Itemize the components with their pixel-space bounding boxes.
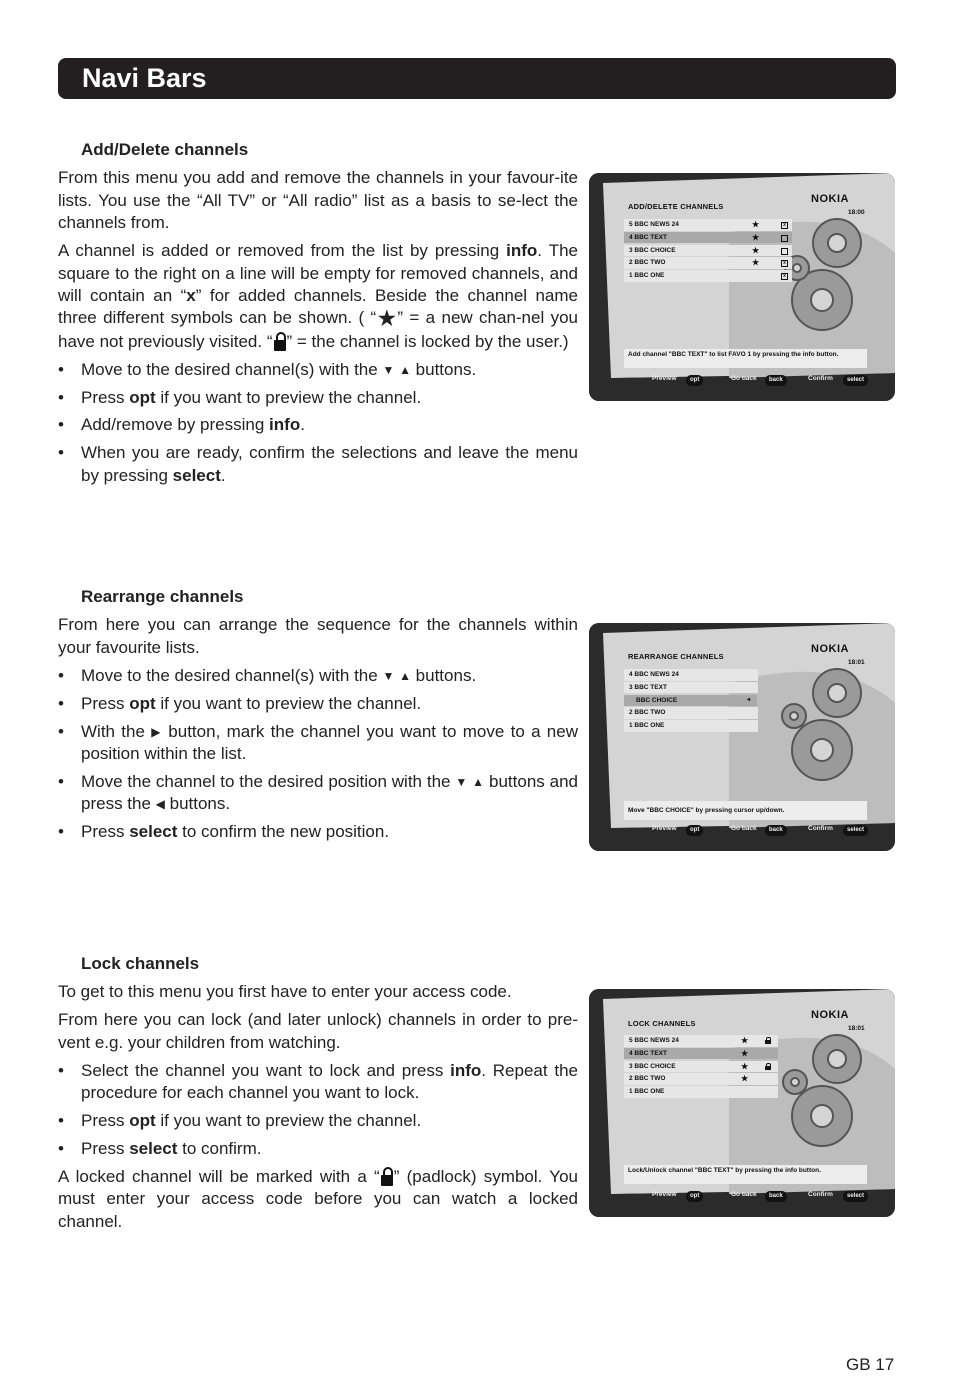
star-icon: ★: [752, 220, 760, 229]
star-icon: ★: [752, 258, 760, 268]
star-icon: ★: [376, 308, 398, 331]
checkbox-icon: x: [781, 222, 788, 229]
paragraph: From this menu you add and remove the channels in your favour-ite lists. You use the “All TV” or “All radio” list as a basis to se-lect the channels from.: [58, 168, 578, 233]
list-item: • Press opt if you want to preview the channel.: [58, 387, 578, 409]
up-arrow-icon: ▲: [399, 362, 411, 377]
channel-row[interactable]: 2 BBC TWO ★: [624, 1073, 778, 1085]
star-icon: ★: [741, 1036, 749, 1045]
list-item: • When you are ready, confirm the selections and leave the menu by pressing select.: [58, 442, 578, 487]
channel-row[interactable]: 3 BBC CHOICE ★: [624, 1061, 778, 1073]
list-item: • Select the channel you want to lock and press info. Repeat the procedure for each channel you want to lock.: [58, 1060, 578, 1105]
confirm-label: Confirm: [808, 375, 833, 382]
section-add-delete: [58, 139, 578, 493]
heading-rearrange: Rearrange channels: [81, 587, 244, 606]
instruction-list: [58, 1060, 578, 1161]
back-button[interactable]: back: [765, 1191, 787, 1202]
help-message: Lock/Unlock channel "BBC TEXT" by pressing the info button.: [624, 1165, 867, 1184]
list-item: • Move to the desired channel(s) with the ▼ ▲ buttons.: [58, 665, 578, 687]
channel-row[interactable]: 1 BBC ONE: [624, 1086, 778, 1098]
heading-lock: Lock channels: [81, 954, 200, 973]
select-button[interactable]: select: [843, 375, 868, 386]
checkbox-icon: x: [781, 260, 788, 267]
brand-logo: NOKIA: [811, 643, 849, 655]
channel-row[interactable]: 3 BBC TEXT: [624, 682, 758, 694]
channel-row[interactable]: 5 BBC NEWS 24 ★: [624, 1035, 778, 1047]
down-arrow-icon: ▼: [382, 362, 395, 377]
help-message: Add channel "BBC TEXT" to list FAVO 1 by pressing the info button.: [624, 349, 867, 368]
select-button[interactable]: select: [843, 825, 868, 836]
paragraph: A locked channel will be marked with a “ ” (padlock) symbol. You must enter your access code before you can watch a locked channel.: [58, 1166, 578, 1231]
channel-row[interactable]: BBC CHOICE ◂: [624, 695, 757, 707]
screen-title: ADD/DELETE CHANNELS: [628, 202, 724, 211]
screenshot-lock: [589, 989, 895, 1217]
go-back-label: Go back: [731, 375, 757, 382]
checkbox-icon: [781, 235, 788, 242]
checkbox-icon: x: [781, 273, 788, 280]
up-arrow-icon: ▲: [399, 668, 411, 683]
channel-row[interactable]: 5 BBC NEWS 24 ★ x: [624, 219, 792, 231]
list-item: • Add/remove by pressing info.: [58, 414, 578, 436]
star-icon: ★: [741, 1074, 749, 1084]
channel-row[interactable]: 1 BBC ONE: [624, 720, 758, 732]
list-item: • Press select to confirm.: [58, 1138, 578, 1160]
checkbox-icon: [781, 248, 788, 255]
preview-label: Preview: [652, 375, 677, 382]
screenshot-rearrange: [589, 623, 895, 851]
instruction-list: [58, 665, 578, 844]
channel-row[interactable]: 4 BBC TEXT ★: [624, 1048, 778, 1060]
confirm-label: Confirm: [808, 1191, 833, 1198]
back-button[interactable]: back: [765, 825, 787, 836]
page-title: Navi Bars: [82, 63, 207, 93]
page-number: GB 17: [846, 1355, 895, 1374]
instruction-list: [58, 359, 578, 488]
paragraph: From here you can arrange the sequence for the channels within your favourite lists.: [58, 615, 578, 657]
preview-label: Preview: [652, 825, 677, 832]
section-rearrange: [58, 586, 578, 849]
left-arrow-icon: ◂: [747, 696, 751, 703]
list-item: • With the ▶ button, mark the channel you want to move to a new position within the list.: [58, 721, 578, 766]
heading-add-delete: Add/Delete channels: [81, 140, 249, 159]
down-arrow-icon: ▼: [382, 668, 395, 683]
right-arrow-icon: ▶: [151, 724, 163, 739]
channel-row[interactable]: 3 BBC CHOICE ★: [624, 245, 792, 257]
preview-label: Preview: [652, 1191, 677, 1198]
paragraph: From here you can lock (and later unlock) channels in order to pre-vent e.g. your children from watching.: [58, 1010, 578, 1052]
section-lock: [58, 953, 578, 1238]
help-message: Move "BBC CHOICE" by pressing cursor up/down.: [624, 801, 867, 820]
channel-row[interactable]: 1 BBC ONE x: [624, 270, 792, 282]
left-arrow-icon: ◀: [155, 797, 165, 812]
paragraph: To get to this menu you first have to enter your access code.: [58, 982, 512, 1002]
go-back-label: Go back: [731, 1191, 757, 1198]
section-header: [58, 58, 896, 99]
padlock-icon: [274, 332, 286, 351]
paragraph: A channel is added or removed from the list by pressing info. The square to the right on a line will be empty for removed channels, and will contain an “x” for added channels. Beside the channel name three different symbols can be shown. ( “★” = a new chan-nel you have not previously visited. “ ” = the channel is locked by the user.): [58, 241, 579, 351]
channel-list: [624, 1035, 778, 1099]
list-item: • Press opt if you want to preview the channel.: [58, 693, 578, 715]
brand-logo: NOKIA: [811, 193, 849, 205]
clock: 18:01: [848, 1025, 865, 1032]
button-bar: [589, 374, 895, 386]
channel-row[interactable]: 2 BBC TWO ★ x: [624, 257, 792, 269]
list-item: • Move to the desired channel(s) with the ▼ ▲ buttons.: [58, 359, 578, 381]
button-bar: [589, 1190, 895, 1202]
back-button[interactable]: back: [765, 375, 787, 386]
clock: 18:01: [848, 659, 865, 666]
channel-list: [624, 219, 792, 283]
channel-row[interactable]: 4 BBC TEXT ★: [624, 232, 792, 244]
select-button[interactable]: select: [843, 1191, 868, 1202]
button-bar: [589, 824, 895, 836]
go-back-label: Go back: [731, 825, 757, 832]
star-icon: ★: [752, 245, 760, 255]
list-item: • Press opt if you want to preview the channel.: [58, 1110, 578, 1132]
padlock-icon: [765, 1063, 770, 1070]
brand-logo: NOKIA: [811, 1009, 849, 1021]
screen-title: REARRANGE CHANNELS: [628, 652, 724, 661]
star-icon: ★: [741, 1061, 749, 1071]
up-arrow-icon: ▲: [472, 774, 485, 789]
confirm-label: Confirm: [808, 825, 833, 832]
opt-button[interactable]: opt: [686, 1191, 703, 1202]
screen-title: LOCK CHANNELS: [628, 1019, 696, 1028]
padlock-icon: [381, 1167, 393, 1186]
star-icon: ★: [752, 232, 760, 242]
list-item: • Move the channel to the desired position with the ▼ ▲ buttons and press the ◀ buttons.: [58, 771, 578, 816]
channel-row[interactable]: 2 BBC TWO: [624, 707, 758, 719]
screenshot-add-delete: [589, 173, 895, 401]
star-icon: ★: [741, 1048, 749, 1058]
down-arrow-icon: ▼: [455, 774, 468, 789]
channel-list: [624, 669, 758, 733]
opt-button[interactable]: opt: [686, 375, 703, 386]
opt-button[interactable]: opt: [686, 825, 703, 836]
channel-row[interactable]: 4 BBC NEWS 24: [624, 669, 758, 681]
list-item: • Press select to confirm the new position.: [58, 821, 578, 843]
clock: 18:00: [848, 209, 865, 216]
padlock-icon: [765, 1037, 770, 1044]
